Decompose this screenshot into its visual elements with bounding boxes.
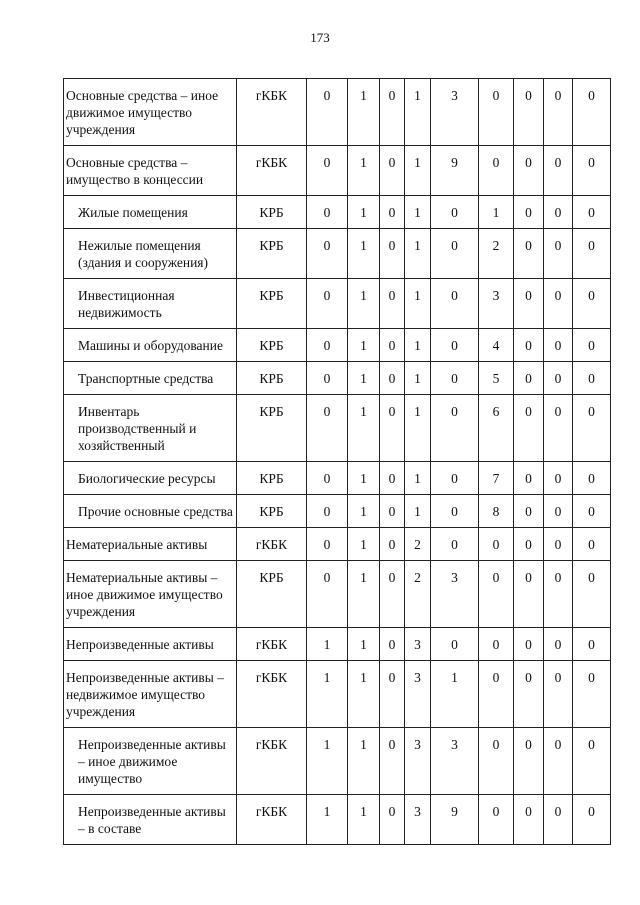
code-digit-cell: 0	[307, 79, 348, 146]
code-digit-cell: 0	[544, 146, 573, 196]
account-name-cell: Инвентарь производственный и хозяйственный	[64, 395, 237, 462]
code-digit-cell: 1	[405, 146, 431, 196]
code-digit-cell: 0	[380, 395, 405, 462]
code-digit-cell: 0	[544, 196, 573, 229]
account-name-cell: Основные средства – имущество в концессии	[64, 146, 237, 196]
code-digit-cell: 9	[431, 795, 479, 845]
code-digit-cell: 1	[348, 146, 380, 196]
code-digit-cell: 4	[479, 329, 514, 362]
code-digit-cell: 0	[479, 661, 514, 728]
code-digit-cell: 1	[431, 661, 479, 728]
code-digit-cell: 0	[380, 146, 405, 196]
code-digit-cell: 1	[348, 528, 380, 561]
code-digit-cell: 1	[348, 495, 380, 528]
code-digit-cell: 2	[405, 561, 431, 628]
code-digit-cell: 3	[431, 561, 479, 628]
code-digit-cell: 0	[514, 462, 544, 495]
code-digit-cell: 0	[544, 628, 573, 661]
code-digit-cell: 0	[573, 229, 611, 279]
code-digit-cell: 1	[348, 628, 380, 661]
code-type-cell: гКБК	[237, 728, 307, 795]
table-row	[64, 628, 611, 661]
code-type-cell: КРБ	[237, 462, 307, 495]
table-row	[64, 462, 611, 495]
code-digit-cell: 0	[544, 79, 573, 146]
code-digit-cell: 0	[380, 661, 405, 728]
code-digit-cell: 0	[544, 795, 573, 845]
code-digit-cell: 0	[479, 795, 514, 845]
code-digit-cell: 0	[431, 528, 479, 561]
table-row	[64, 329, 611, 362]
code-digit-cell: 0	[573, 728, 611, 795]
code-digit-cell: 1	[348, 561, 380, 628]
code-digit-cell: 0	[514, 495, 544, 528]
account-name-cell: Биологические ресурсы	[64, 462, 237, 495]
account-name-cell: Машины и оборудование	[64, 329, 237, 362]
code-digit-cell: 0	[380, 495, 405, 528]
code-digit-cell: 0	[307, 528, 348, 561]
code-digit-cell: 1	[405, 79, 431, 146]
code-digit-cell: 1	[348, 279, 380, 329]
table-row	[64, 561, 611, 628]
code-digit-cell: 0	[479, 146, 514, 196]
code-digit-cell: 0	[380, 362, 405, 395]
code-digit-cell: 0	[514, 279, 544, 329]
code-digit-cell: 1	[405, 462, 431, 495]
code-digit-cell: 0	[380, 795, 405, 845]
code-digit-cell: 1	[307, 795, 348, 845]
code-digit-cell: 1	[405, 196, 431, 229]
code-digit-cell: 0	[544, 661, 573, 728]
code-digit-cell: 2	[479, 229, 514, 279]
code-digit-cell: 3	[431, 79, 479, 146]
account-name-cell: Инвестиционная недвижимость	[64, 279, 237, 329]
code-digit-cell: 0	[307, 362, 348, 395]
account-name-cell: Транспортные средства	[64, 362, 237, 395]
code-digit-cell: 0	[573, 462, 611, 495]
page-number: 173	[310, 30, 330, 45]
code-digit-cell: 0	[573, 528, 611, 561]
code-digit-cell: 1	[348, 79, 380, 146]
code-digit-cell: 0	[380, 329, 405, 362]
code-digit-cell: 0	[573, 495, 611, 528]
code-digit-cell: 1	[405, 495, 431, 528]
account-name-cell: Основные средства – иное движимое имущество учреждения	[64, 79, 237, 146]
code-digit-cell: 0	[307, 462, 348, 495]
code-digit-cell: 0	[380, 79, 405, 146]
table-row	[64, 528, 611, 561]
code-digit-cell: 1	[307, 661, 348, 728]
code-digit-cell: 0	[380, 528, 405, 561]
code-digit-cell: 1	[405, 329, 431, 362]
code-digit-cell: 1	[348, 661, 380, 728]
account-name-cell: Непроизведенные активы – недвижимое имущество учреждения	[64, 661, 237, 728]
table-row	[64, 395, 611, 462]
code-type-cell: гКБК	[237, 661, 307, 728]
table-row	[64, 362, 611, 395]
code-digit-cell: 3	[405, 628, 431, 661]
code-type-cell: КРБ	[237, 196, 307, 229]
table-row	[64, 661, 611, 728]
code-digit-cell: 0	[431, 395, 479, 462]
code-digit-cell: 0	[544, 362, 573, 395]
account-name-cell: Нематериальные активы – иное движимое имущество учреждения	[64, 561, 237, 628]
code-digit-cell: 0	[307, 279, 348, 329]
code-type-cell: КРБ	[237, 329, 307, 362]
code-digit-cell: 0	[431, 329, 479, 362]
code-type-cell: гКБК	[237, 528, 307, 561]
code-digit-cell: 0	[307, 146, 348, 196]
code-digit-cell: 0	[479, 561, 514, 628]
code-digit-cell: 1	[348, 329, 380, 362]
code-type-cell: гКБК	[237, 795, 307, 845]
code-digit-cell: 0	[514, 329, 544, 362]
account-name-cell: Непроизведенные активы	[64, 628, 237, 661]
code-digit-cell: 0	[431, 229, 479, 279]
code-type-cell: КРБ	[237, 279, 307, 329]
code-digit-cell: 3	[405, 728, 431, 795]
code-digit-cell: 0	[573, 795, 611, 845]
code-digit-cell: 0	[544, 329, 573, 362]
code-digit-cell: 0	[380, 728, 405, 795]
table-row	[64, 146, 611, 196]
code-digit-cell: 0	[573, 362, 611, 395]
code-digit-cell: 0	[544, 561, 573, 628]
code-digit-cell: 0	[514, 661, 544, 728]
code-digit-cell: 0	[573, 196, 611, 229]
code-digit-cell: 0	[573, 661, 611, 728]
code-digit-cell: 0	[514, 795, 544, 845]
code-digit-cell: 0	[573, 395, 611, 462]
code-digit-cell: 0	[479, 628, 514, 661]
code-digit-cell: 1	[348, 362, 380, 395]
code-digit-cell: 0	[380, 279, 405, 329]
code-digit-cell: 0	[544, 728, 573, 795]
account-name-cell: Нематериальные активы	[64, 528, 237, 561]
table-row	[64, 229, 611, 279]
code-digit-cell: 0	[573, 561, 611, 628]
table-row	[64, 279, 611, 329]
code-digit-cell: 1	[348, 728, 380, 795]
code-digit-cell: 0	[380, 196, 405, 229]
code-digit-cell: 0	[431, 462, 479, 495]
code-digit-cell: 0	[431, 362, 479, 395]
account-name-cell: Нежилые помещения (здания и сооружения)	[64, 229, 237, 279]
code-digit-cell: 1	[348, 795, 380, 845]
code-digit-cell: 0	[380, 628, 405, 661]
account-name-cell: Непроизведенные активы – иное движимое имущество	[64, 728, 237, 795]
code-type-cell: КРБ	[237, 495, 307, 528]
code-digit-cell: 1	[348, 196, 380, 229]
code-digit-cell: 0	[307, 196, 348, 229]
account-name-cell: Непроизведенные активы – в составе	[64, 795, 237, 845]
code-type-cell: КРБ	[237, 395, 307, 462]
code-digit-cell: 0	[307, 495, 348, 528]
table-row	[64, 196, 611, 229]
code-digit-cell: 0	[380, 462, 405, 495]
code-digit-cell: 0	[573, 279, 611, 329]
code-digit-cell: 1	[405, 279, 431, 329]
code-digit-cell: 0	[307, 395, 348, 462]
code-digit-cell: 3	[431, 728, 479, 795]
code-digit-cell: 0	[514, 528, 544, 561]
code-digit-cell: 0	[573, 329, 611, 362]
code-digit-cell: 1	[307, 628, 348, 661]
code-digit-cell: 0	[514, 362, 544, 395]
code-digit-cell: 0	[431, 279, 479, 329]
code-digit-cell: 6	[479, 395, 514, 462]
code-digit-cell: 2	[405, 528, 431, 561]
code-digit-cell: 0	[514, 628, 544, 661]
code-digit-cell: 0	[544, 229, 573, 279]
account-name-cell: Прочие основные средства	[64, 495, 237, 528]
code-digit-cell: 0	[573, 628, 611, 661]
code-digit-cell: 0	[544, 528, 573, 561]
code-digit-cell: 0	[307, 329, 348, 362]
code-digit-cell: 0	[431, 628, 479, 661]
code-digit-cell: 0	[514, 561, 544, 628]
code-digit-cell: 1	[348, 395, 380, 462]
code-digit-cell: 0	[514, 79, 544, 146]
code-digit-cell: 1	[348, 229, 380, 279]
code-digit-cell: 0	[514, 146, 544, 196]
table-row	[64, 495, 611, 528]
code-digit-cell: 0	[380, 229, 405, 279]
code-digit-cell: 5	[479, 362, 514, 395]
code-digit-cell: 7	[479, 462, 514, 495]
code-digit-cell: 0	[514, 229, 544, 279]
code-digit-cell: 0	[307, 229, 348, 279]
account-name-cell: Жилые помещения	[64, 196, 237, 229]
code-digit-cell: 0	[431, 196, 479, 229]
code-type-cell: гКБК	[237, 628, 307, 661]
code-digit-cell: 3	[405, 795, 431, 845]
code-digit-cell: 0	[514, 728, 544, 795]
code-digit-cell: 0	[479, 728, 514, 795]
code-digit-cell: 1	[479, 196, 514, 229]
code-digit-cell: 0	[544, 462, 573, 495]
table-row	[64, 79, 611, 146]
code-digit-cell: 0	[544, 279, 573, 329]
code-digit-cell: 0	[431, 495, 479, 528]
code-digit-cell: 3	[479, 279, 514, 329]
code-digit-cell: 0	[380, 561, 405, 628]
code-digit-cell: 0	[544, 495, 573, 528]
table-row	[64, 728, 611, 795]
account-codes-table	[63, 78, 611, 845]
code-digit-cell: 0	[514, 395, 544, 462]
code-digit-cell: 8	[479, 495, 514, 528]
code-digit-cell: 1	[405, 362, 431, 395]
code-digit-cell: 0	[479, 528, 514, 561]
code-digit-cell: 3	[405, 661, 431, 728]
code-digit-cell: 0	[307, 561, 348, 628]
code-digit-cell: 1	[348, 462, 380, 495]
code-type-cell: КРБ	[237, 362, 307, 395]
code-digit-cell: 0	[514, 196, 544, 229]
code-digit-cell: 1	[405, 395, 431, 462]
code-digit-cell: 1	[405, 229, 431, 279]
code-type-cell: КРБ	[237, 561, 307, 628]
table-row	[64, 795, 611, 845]
code-digit-cell: 0	[573, 146, 611, 196]
code-type-cell: гКБК	[237, 79, 307, 146]
code-digit-cell: 0	[479, 79, 514, 146]
code-type-cell: гКБК	[237, 146, 307, 196]
code-digit-cell: 1	[307, 728, 348, 795]
code-digit-cell: 9	[431, 146, 479, 196]
code-digit-cell: 0	[544, 395, 573, 462]
code-type-cell: КРБ	[237, 229, 307, 279]
code-digit-cell: 0	[573, 79, 611, 146]
